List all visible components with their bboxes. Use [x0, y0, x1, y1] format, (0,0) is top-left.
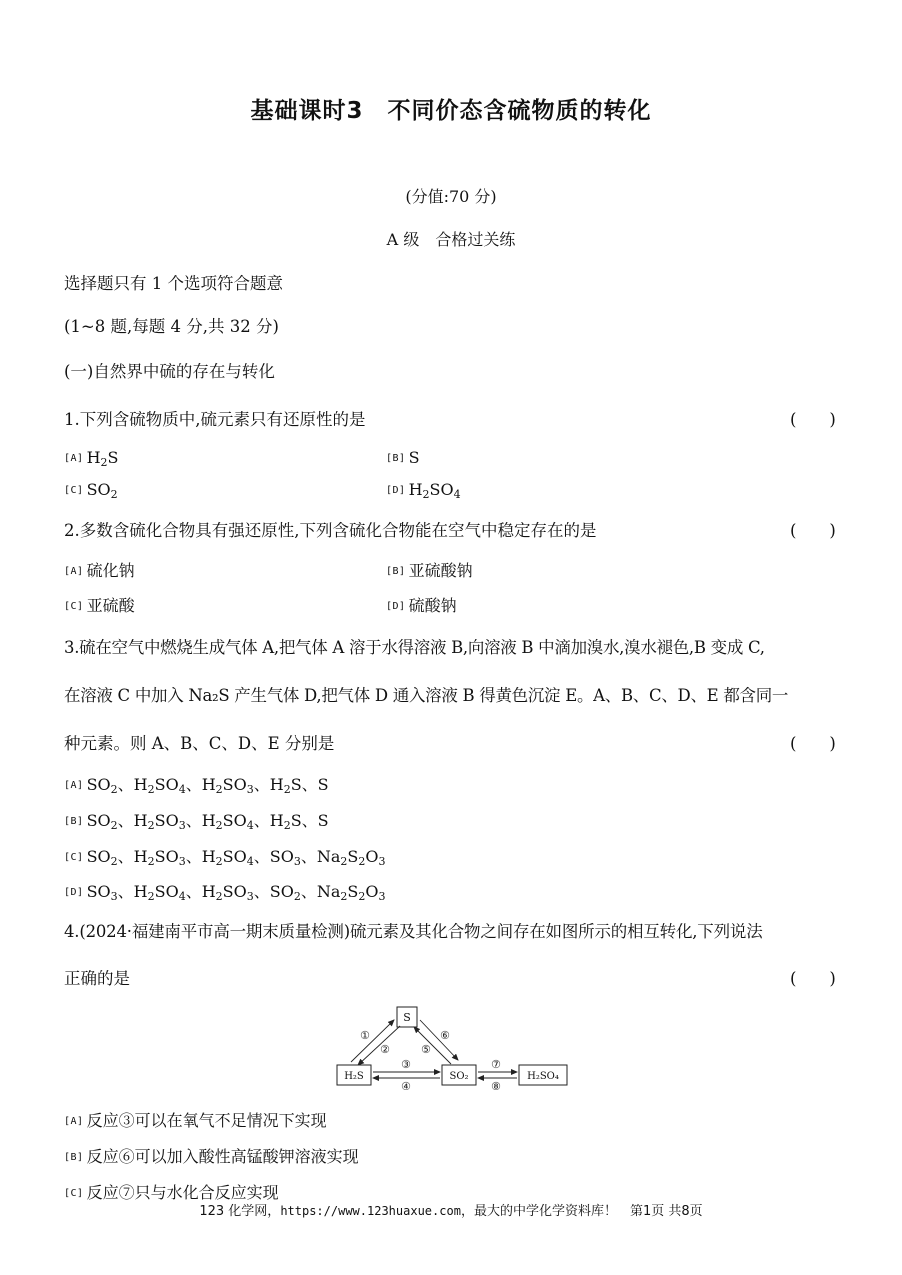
label-2: ②	[380, 1043, 390, 1056]
label-6: ⑥	[440, 1029, 450, 1042]
node-h2s: H₂S	[344, 1071, 364, 1082]
question-3-line-2: 在溶液 C 中加入 Na₂S 产生气体 D,把气体 D 通入溶液 B 得黄色沉淀 E。A、B、C、D、E 都含同一	[64, 686, 789, 705]
q3-option-b[interactable]: [B] $SO_2$、$H_2SO_3$、$H_2SO_4$、$H_2S$、S	[64, 811, 329, 832]
q1-option-a[interactable]: [A] $H_2S$	[64, 448, 119, 469]
level-heading: A 级 合格过关练	[386, 230, 516, 249]
q4-option-a[interactable]: [A] 反应③可以在氧气不足情况下实现	[64, 1111, 327, 1130]
page-footer: 123 化学网，https://www.123huaxue.com，最大的中学化学资料库！ 第1页 共8页	[199, 1204, 703, 1219]
label-7: ⑦	[491, 1058, 501, 1071]
q3-option-d[interactable]: [D] $SO_3$、$H_2SO_4$、$H_2SO_3$、$SO_2$、$Na_2S_2O_3$	[64, 882, 386, 903]
label-4: ④	[401, 1080, 411, 1090]
page-title: 基础课时3 不同价态含硫物质的转化	[250, 98, 652, 124]
node-h2so4: H₂SO₄	[527, 1071, 559, 1082]
q4-option-c[interactable]: [C] 反应⑦只与水化合反应实现	[64, 1183, 279, 1202]
node-s: S	[403, 1011, 411, 1024]
question-1-stem: 1.下列含硫物质中,硫元素只有还原性的是	[64, 410, 366, 429]
question-3-line-3: 种元素。则 A、B、C、D、E 分别是	[64, 734, 335, 753]
label-3: ③	[401, 1058, 411, 1071]
question-3-line-1: 3.硫在空气中燃烧生成气体 A,把气体 A 溶于水得溶液 B,向溶液 B 中滴加溴水,溴水褪色,B 变成 C,	[64, 638, 765, 657]
answer-blank-4: ( )	[790, 969, 836, 988]
label-5: ⑤	[421, 1043, 431, 1056]
answer-blank-1: ( )	[790, 410, 836, 429]
q2-option-d[interactable]: [D] 硫酸钠	[386, 596, 457, 615]
q1-option-b[interactable]: [B] S	[386, 448, 420, 467]
node-so2: SO₂	[449, 1071, 469, 1082]
label-1: ①	[360, 1029, 370, 1042]
question-4-line-2: 正确的是	[64, 969, 130, 988]
site-link[interactable]: https://www.123huaxue.com	[280, 1204, 461, 1218]
answer-blank-3: ( )	[790, 734, 836, 753]
q2-option-b[interactable]: [B] 亚硫酸钠	[386, 561, 473, 580]
score-info: (分值:70 分)	[405, 187, 497, 206]
question-range: (1~8 题,每题 4 分,共 32 分)	[64, 317, 279, 336]
q3-option-c[interactable]: [C] $SO_2$、$H_2SO_3$、$H_2SO_4$、$SO_3$、$Na_2S_2O_3$	[64, 847, 386, 868]
instruction: 选择题只有 1 个选项符合题意	[64, 274, 283, 293]
q3-option-a[interactable]: [A] $SO_2$、$H_2SO_4$、$H_2SO_3$、$H_2S$、S	[64, 775, 329, 796]
answer-blank-2: ( )	[790, 521, 836, 540]
label-8: ⑧	[491, 1080, 501, 1090]
q2-option-a[interactable]: [A] 硫化钠	[64, 561, 135, 580]
q2-option-c[interactable]: [C] 亚硫酸	[64, 596, 135, 615]
sulfur-conversion-diagram	[330, 1004, 570, 1090]
q1-option-c[interactable]: [C] $SO_2$	[64, 480, 118, 501]
question-4-line-1: 4.(2024·福建南平市高一期末质量检测)硫元素及其化合物之间存在如图所示的相互转化,下列说法	[64, 922, 763, 941]
q1-option-d[interactable]: [D] $H_2SO_4$	[386, 480, 461, 501]
question-2-stem: 2.多数含硫化合物具有强还原性,下列含硫化合物能在空气中稳定存在的是	[64, 521, 597, 540]
q4-option-b[interactable]: [B] 反应⑥可以加入酸性高锰酸钾溶液实现	[64, 1147, 359, 1166]
section-heading: (一)自然界中硫的存在与转化	[64, 362, 275, 381]
